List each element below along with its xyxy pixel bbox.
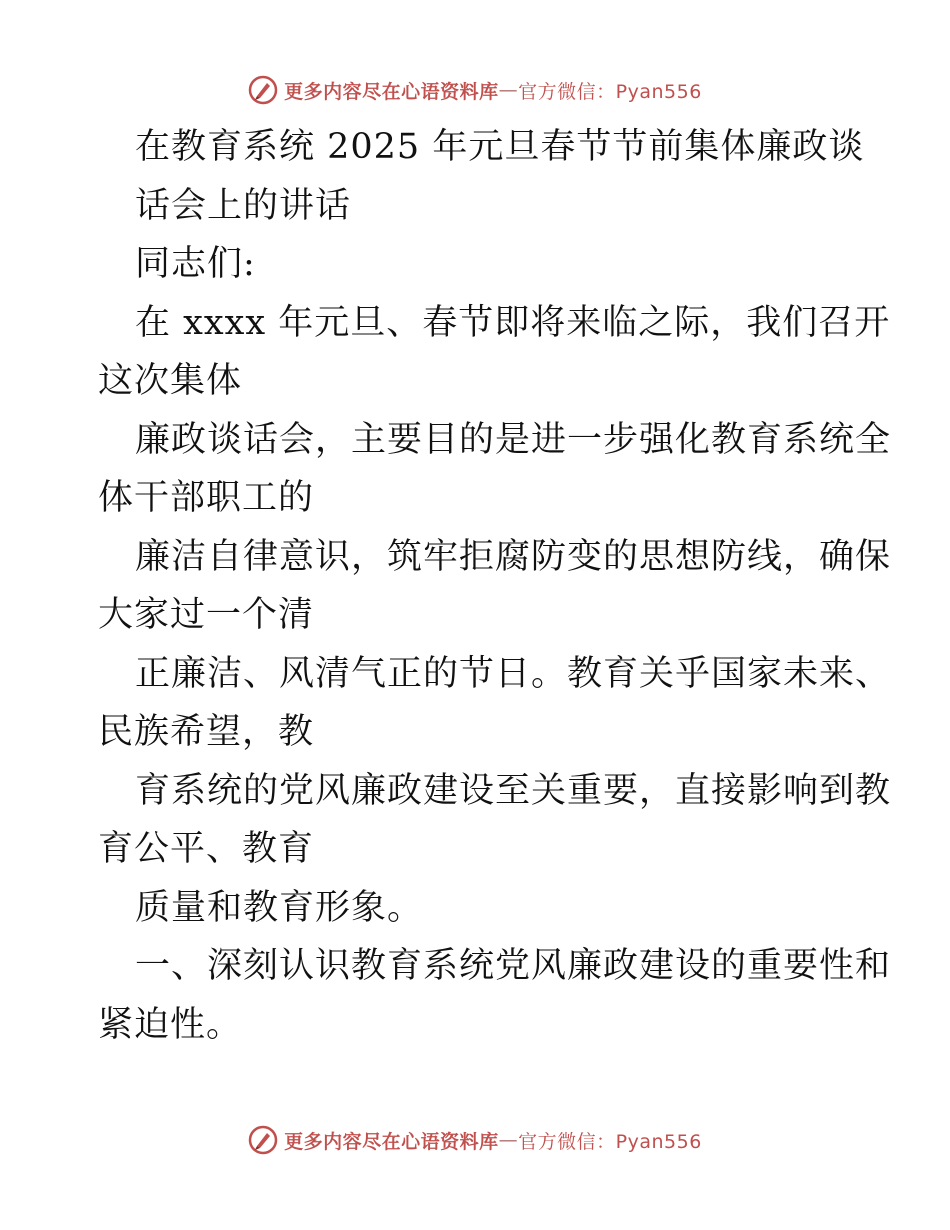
document-body <box>98 118 892 1054</box>
header-watermark <box>0 70 950 110</box>
footer-watermark <box>0 1120 950 1160</box>
watermark-main-text: 更多内容尽在心语资料库 <box>284 1130 499 1153</box>
paragraph-line: 育系统的党风廉政建设至关重要，直接影响到教 <box>135 770 892 811</box>
section-heading-line: 紧迫性。 <box>98 1004 243 1045</box>
watermark-account-text: 官方微信：Pyan556 <box>518 1130 702 1153</box>
watermark-separator: — <box>498 1129 519 1151</box>
section-heading-line: 一、深刻认识教育系统党风廉政建设的重要性和 <box>135 946 892 986</box>
document-title-line-2: 话会上的讲话 <box>135 185 352 226</box>
paragraph-line: 质量和教育形象。 <box>135 887 424 928</box>
paragraph-line: 育公平、教育 <box>98 829 315 869</box>
watermark-account-text: 官方微信：Pyan556 <box>518 80 702 103</box>
watermark-separator: — <box>498 79 519 101</box>
paragraph-line: 廉政谈话会，主要目的是进一步强化教育系统全 <box>135 419 892 460</box>
paragraph-line: 在 xxxx 年元旦、春节即将来临之际，我们召开 <box>135 302 891 343</box>
document-title-line-1: 在教育系统 2025 年元旦春节节前集体廉政谈 <box>135 127 865 167</box>
paragraph-line: 民族希望，教 <box>98 712 315 752</box>
paragraph-line: 体干部职工的 <box>98 478 315 518</box>
paragraph-line: 正廉洁、风清气正的节日。教育关乎国家未来、 <box>135 653 892 694</box>
pen-logo-icon <box>248 75 278 105</box>
pen-logo-icon <box>248 1125 278 1155</box>
watermark-main-text: 更多内容尽在心语资料库 <box>284 80 499 103</box>
paragraph-line: 大家过一个清 <box>98 595 315 635</box>
salutation: 同志们: <box>135 244 256 284</box>
paragraph-line: 廉洁自律意识，筑牢拒腐防变的思想防线，确保 <box>135 536 892 577</box>
paragraph-line: 这次集体 <box>98 361 243 401</box>
